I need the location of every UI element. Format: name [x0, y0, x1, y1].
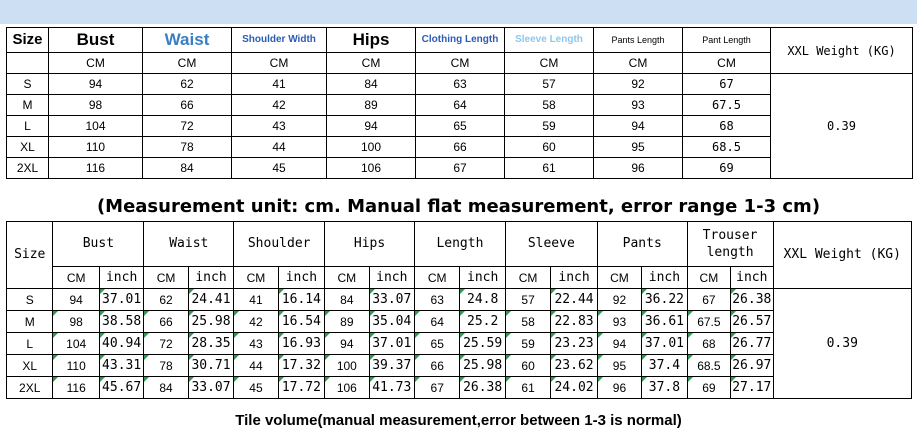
inch-value-cell: 25.2	[460, 311, 505, 333]
unit-cm: CM	[327, 53, 416, 74]
inch-value-cell: 28.35	[188, 333, 233, 355]
cm-value-cell: 92	[597, 289, 641, 311]
measure-cell: 116	[49, 158, 143, 179]
inch-value-cell: 27.17	[731, 377, 773, 399]
weight-header: XXL Weight (KG)	[771, 28, 913, 74]
measure-cell: 67	[683, 74, 771, 95]
unit-inch: inch	[642, 267, 687, 289]
inch-value-cell: 39.37	[369, 355, 414, 377]
cm-value-cell: 84	[325, 289, 369, 311]
cm-value-cell: 95	[597, 355, 641, 377]
measure-cell: 66	[416, 137, 505, 158]
unit-cm: CM	[49, 53, 143, 74]
unit-cm: CM	[53, 267, 99, 289]
cm-value-cell: 44	[234, 355, 278, 377]
measure-cell: 100	[327, 137, 416, 158]
inch-value-cell: 30.71	[188, 355, 233, 377]
cm-value-cell: 104	[53, 333, 99, 355]
measure-cell: 95	[594, 137, 683, 158]
cm-value-cell: 66	[415, 355, 460, 377]
inch-value-cell: 25.98	[188, 311, 233, 333]
cm-value-cell: 96	[597, 377, 641, 399]
inch-value-cell: 41.73	[369, 377, 414, 399]
cm-value-cell: 62	[144, 289, 188, 311]
inch-value-cell: 17.72	[278, 377, 324, 399]
inch-value-cell: 37.8	[642, 377, 687, 399]
cm-value-cell: 100	[325, 355, 369, 377]
weight-value: 0.39	[773, 289, 912, 399]
size-cell: 2XL	[7, 377, 53, 399]
cm-value-cell: 93	[597, 311, 641, 333]
tile-volume-note: Tile volume(manual measurement,error between 1-3 is normal)	[235, 412, 682, 429]
cm-value-cell: 61	[505, 377, 550, 399]
unit-inch: inch	[369, 267, 414, 289]
shoulder-width-header: Shoulder Width	[232, 28, 327, 53]
inch-value-cell: 16.14	[278, 289, 324, 311]
measure-cell: 62	[143, 74, 232, 95]
cm-value-cell: 65	[415, 333, 460, 355]
inch-value-cell: 36.61	[642, 311, 687, 333]
unit-cm: CM	[505, 53, 594, 74]
inch-value-cell: 23.62	[551, 355, 597, 377]
cm-value-cell: 68.5	[687, 355, 730, 377]
unit-cm: CM	[683, 53, 771, 74]
measure-cell: 45	[232, 158, 327, 179]
measure-cell: 67	[416, 158, 505, 179]
cm-value-cell: 57	[505, 289, 550, 311]
inch-value-cell: 33.07	[188, 377, 233, 399]
cm-value-cell: 94	[597, 333, 641, 355]
waist-header: Waist	[143, 28, 232, 53]
cm-value-cell: 58	[505, 311, 550, 333]
measure-cell: 67.5	[683, 95, 771, 116]
inch-value-cell: 17.32	[278, 355, 324, 377]
unit-cm: CM	[232, 53, 327, 74]
measure-cell: 59	[505, 116, 594, 137]
measure-cell: 68	[683, 116, 771, 137]
size-cell: L	[7, 333, 53, 355]
inch-value-cell: 37.01	[99, 289, 143, 311]
measurement-note: (Measurement unit: cm. Manual flat measurement, error range 1-3 cm)	[96, 196, 821, 217]
size-table-cm	[6, 27, 913, 179]
measure-cell: 64	[416, 95, 505, 116]
cm-value-cell: 69	[687, 377, 730, 399]
cm-value-cell: 45	[234, 377, 278, 399]
inch-value-cell: 25.59	[460, 333, 505, 355]
measure-cell: 69	[683, 158, 771, 179]
inch-value-cell: 38.58	[99, 311, 143, 333]
cm-value-cell: 66	[144, 311, 188, 333]
bust-header: Bust	[49, 28, 143, 53]
measure-cell: 84	[143, 158, 232, 179]
inch-value-cell: 24.41	[188, 289, 233, 311]
hips-header: Hips	[325, 222, 415, 267]
inch-value-cell: 24.8	[460, 289, 505, 311]
pants-length-header: Pants Length	[594, 28, 683, 53]
weight-value: 0.39	[771, 74, 913, 179]
trouser-length-header: Trouser length	[687, 222, 773, 267]
measure-cell: 43	[232, 116, 327, 137]
measure-cell: 68.5	[683, 137, 771, 158]
measure-cell: 94	[594, 116, 683, 137]
size-cell: M	[7, 311, 53, 333]
measure-cell: 110	[49, 137, 143, 158]
measure-cell: 89	[327, 95, 416, 116]
cm-value-cell: 43	[234, 333, 278, 355]
measure-cell: 94	[327, 116, 416, 137]
size-cell: L	[7, 116, 49, 137]
bust-header: Bust	[53, 222, 144, 267]
unit-spacer	[7, 53, 49, 74]
inch-value-cell: 16.54	[278, 311, 324, 333]
unit-cm: CM	[143, 53, 232, 74]
length-header: Length	[415, 222, 506, 267]
measure-cell: 65	[416, 116, 505, 137]
cm-value-cell: 68	[687, 333, 730, 355]
inch-value-cell: 25.98	[460, 355, 505, 377]
cm-value-cell: 72	[144, 333, 188, 355]
cm-value-cell: 94	[325, 333, 369, 355]
inch-value-cell: 26.57	[731, 311, 773, 333]
measure-cell: 58	[505, 95, 594, 116]
measure-cell: 60	[505, 137, 594, 158]
size-cell: M	[7, 95, 49, 116]
measure-cell: 96	[594, 158, 683, 179]
inch-value-cell: 36.22	[642, 289, 687, 311]
pants-header: Pants	[597, 222, 687, 267]
inch-value-cell: 40.94	[99, 333, 143, 355]
unit-cm: CM	[325, 267, 369, 289]
cm-value-cell: 84	[144, 377, 188, 399]
unit-inch: inch	[99, 267, 143, 289]
inch-value-cell: 26.77	[731, 333, 773, 355]
inch-value-cell: 23.23	[551, 333, 597, 355]
measure-cell: 57	[505, 74, 594, 95]
cm-value-cell: 59	[505, 333, 550, 355]
unit-inch: inch	[731, 267, 773, 289]
measure-cell: 42	[232, 95, 327, 116]
unit-cm: CM	[687, 267, 730, 289]
inch-value-cell: 26.38	[460, 377, 505, 399]
cm-value-cell: 67	[687, 289, 730, 311]
inch-value-cell: 43.31	[99, 355, 143, 377]
measure-cell: 93	[594, 95, 683, 116]
inch-value-cell: 33.07	[369, 289, 414, 311]
unit-cm: CM	[234, 267, 278, 289]
inch-value-cell: 26.38	[731, 289, 773, 311]
cm-value-cell: 98	[53, 311, 99, 333]
inch-value-cell: 37.4	[642, 355, 687, 377]
cm-value-cell: 60	[505, 355, 550, 377]
unit-inch: inch	[278, 267, 324, 289]
cm-value-cell: 67.5	[687, 311, 730, 333]
measure-cell: 106	[327, 158, 416, 179]
size-cell: S	[7, 289, 53, 311]
size-header: Size	[7, 28, 49, 53]
size-cell: S	[7, 74, 49, 95]
measure-cell: 72	[143, 116, 232, 137]
measure-cell: 63	[416, 74, 505, 95]
shoulder-header: Shoulder	[234, 222, 325, 267]
size-header: Size	[7, 222, 53, 289]
inch-value-cell: 37.01	[369, 333, 414, 355]
measure-cell: 41	[232, 74, 327, 95]
inch-value-cell: 22.44	[551, 289, 597, 311]
inch-value-cell: 45.67	[99, 377, 143, 399]
unit-inch: inch	[460, 267, 505, 289]
unit-cm: CM	[415, 267, 460, 289]
cm-value-cell: 78	[144, 355, 188, 377]
inch-value-cell: 22.83	[551, 311, 597, 333]
inch-value-cell: 26.97	[731, 355, 773, 377]
cm-value-cell: 42	[234, 311, 278, 333]
cm-value-cell: 106	[325, 377, 369, 399]
measure-cell: 104	[49, 116, 143, 137]
size-cell: XL	[7, 355, 53, 377]
waist-header: Waist	[144, 222, 234, 267]
sleeve-header: Sleeve	[505, 222, 597, 267]
cm-value-cell: 41	[234, 289, 278, 311]
unit-cm: CM	[597, 267, 641, 289]
cm-value-cell: 116	[53, 377, 99, 399]
unit-cm: CM	[505, 267, 550, 289]
cm-value-cell: 64	[415, 311, 460, 333]
inch-value-cell: 24.02	[551, 377, 597, 399]
measure-cell: 61	[505, 158, 594, 179]
size-table-cm-inch	[6, 221, 912, 399]
measure-cell: 84	[327, 74, 416, 95]
unit-inch: inch	[551, 267, 597, 289]
measure-cell: 92	[594, 74, 683, 95]
cm-value-cell: 94	[53, 289, 99, 311]
measure-cell: 94	[49, 74, 143, 95]
sleeve-length-header: Sleeve Length	[505, 28, 594, 53]
unit-cm: CM	[144, 267, 188, 289]
cm-value-cell: 67	[415, 377, 460, 399]
cm-value-cell: 110	[53, 355, 99, 377]
hips-header: Hips	[327, 28, 416, 53]
measure-cell: 44	[232, 137, 327, 158]
inch-value-cell: 35.04	[369, 311, 414, 333]
unit-cm: CM	[594, 53, 683, 74]
cm-value-cell: 63	[415, 289, 460, 311]
weight-header: XXL Weight (KG)	[773, 222, 912, 289]
size-cell: XL	[7, 137, 49, 158]
cm-value-cell: 89	[325, 311, 369, 333]
unit-inch: inch	[188, 267, 233, 289]
inch-value-cell: 16.93	[278, 333, 324, 355]
measure-cell: 66	[143, 95, 232, 116]
size-cell: 2XL	[7, 158, 49, 179]
inch-value-cell: 37.01	[642, 333, 687, 355]
unit-cm: CM	[416, 53, 505, 74]
top-band	[0, 0, 917, 24]
clothing-length-header: Clothing Length	[416, 28, 505, 53]
measure-cell: 98	[49, 95, 143, 116]
measure-cell: 78	[143, 137, 232, 158]
pant-length-header: Pant Length	[683, 28, 771, 53]
